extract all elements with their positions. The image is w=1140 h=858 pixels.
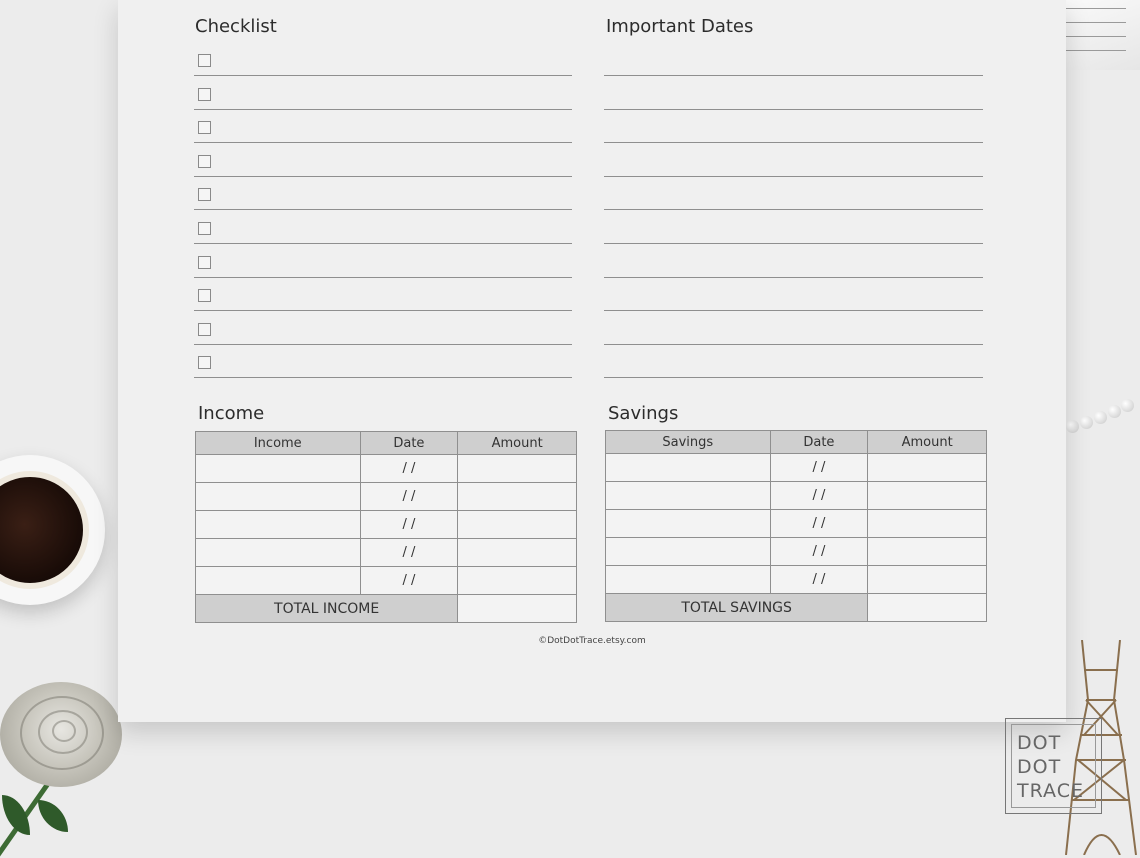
- savings-amount-cell[interactable]: [868, 482, 987, 510]
- checklist-line[interactable]: [194, 344, 572, 345]
- checklist-title: Checklist: [195, 16, 277, 37]
- savings-date-cell[interactable]: / /: [770, 454, 868, 482]
- important-date-line[interactable]: [604, 344, 983, 345]
- logo-line: DOT: [1017, 756, 1062, 778]
- savings-name-cell[interactable]: [606, 454, 771, 482]
- table-row: [606, 454, 987, 482]
- income-amount-cell[interactable]: [458, 567, 577, 595]
- checklist-line[interactable]: [194, 209, 572, 210]
- coffee-cup-decoration: [0, 455, 105, 605]
- total-savings-value[interactable]: [868, 594, 987, 622]
- income-name-cell[interactable]: [196, 511, 361, 539]
- table-row: [196, 567, 577, 595]
- savings-header-amount: Amount: [868, 431, 987, 454]
- checklist-checkbox[interactable]: [198, 222, 211, 235]
- savings-date-cell[interactable]: / /: [770, 482, 868, 510]
- table-row: [606, 510, 987, 538]
- income-name-cell[interactable]: [196, 483, 361, 511]
- income-name-cell[interactable]: [196, 567, 361, 595]
- table-row: [606, 566, 987, 594]
- income-table: [195, 431, 577, 623]
- important-date-line[interactable]: [604, 176, 983, 177]
- income-date-cell[interactable]: / /: [360, 483, 458, 511]
- table-row: [606, 482, 987, 510]
- savings-name-cell[interactable]: [606, 482, 771, 510]
- checklist-checkbox[interactable]: [198, 323, 211, 336]
- important-date-line[interactable]: [604, 75, 983, 76]
- footer-credit: ©DotDotTrace.etsy.com: [538, 636, 646, 646]
- income-name-cell[interactable]: [196, 539, 361, 567]
- total-savings-label: TOTAL SAVINGS: [606, 594, 868, 622]
- table-row: [606, 538, 987, 566]
- checklist-checkbox[interactable]: [198, 155, 211, 168]
- important-date-line[interactable]: [604, 209, 983, 210]
- checklist-checkbox[interactable]: [198, 188, 211, 201]
- checklist-line[interactable]: [194, 109, 572, 110]
- logo-line: TRACE: [1017, 780, 1084, 802]
- savings-amount-cell[interactable]: [868, 454, 987, 482]
- income-header-date: Date: [360, 432, 458, 455]
- savings-name-cell[interactable]: [606, 510, 771, 538]
- checklist-checkbox[interactable]: [198, 88, 211, 101]
- rose-leaf: [38, 800, 68, 832]
- income-name-cell[interactable]: [196, 455, 361, 483]
- income-amount-cell[interactable]: [458, 483, 577, 511]
- table-row: [196, 483, 577, 511]
- savings-header-date: Date: [770, 431, 868, 454]
- savings-title: Savings: [608, 403, 679, 424]
- income-date-cell[interactable]: / /: [360, 511, 458, 539]
- income-total-row: [196, 595, 577, 623]
- savings-amount-cell[interactable]: [868, 538, 987, 566]
- total-income-label: TOTAL INCOME: [196, 595, 458, 623]
- income-amount-cell[interactable]: [458, 511, 577, 539]
- savings-name-cell[interactable]: [606, 566, 771, 594]
- checklist-line[interactable]: [194, 142, 572, 143]
- important-date-line[interactable]: [604, 142, 983, 143]
- checklist-line[interactable]: [194, 176, 572, 177]
- checklist-checkbox[interactable]: [198, 121, 211, 134]
- checklist-line[interactable]: [194, 75, 572, 76]
- income-date-cell[interactable]: / /: [360, 539, 458, 567]
- important-date-line[interactable]: [604, 109, 983, 110]
- income-amount-cell[interactable]: [458, 455, 577, 483]
- planner-page: [118, 0, 1066, 722]
- savings-date-cell[interactable]: / /: [770, 566, 868, 594]
- income-header-name: Income: [196, 432, 361, 455]
- pearl-necklace-decoration: [1060, 390, 1140, 440]
- important-date-line[interactable]: [604, 310, 983, 311]
- checklist-line[interactable]: [194, 277, 572, 278]
- important-date-line[interactable]: [604, 377, 983, 378]
- total-income-value[interactable]: [458, 595, 577, 623]
- checklist-checkbox[interactable]: [198, 356, 211, 369]
- table-row: [196, 455, 577, 483]
- important-date-line[interactable]: [604, 277, 983, 278]
- savings-table: [605, 430, 987, 622]
- ruler-decoration: [1060, 0, 1140, 70]
- income-amount-cell[interactable]: [458, 539, 577, 567]
- savings-name-cell[interactable]: [606, 538, 771, 566]
- checklist-checkbox[interactable]: [198, 54, 211, 67]
- checklist-line[interactable]: [194, 243, 572, 244]
- savings-date-cell[interactable]: / /: [770, 538, 868, 566]
- important-date-line[interactable]: [604, 243, 983, 244]
- checklist-line[interactable]: [194, 310, 572, 311]
- income-title: Income: [198, 403, 265, 424]
- income-date-cell[interactable]: / /: [360, 567, 458, 595]
- rose-decoration: [0, 682, 122, 787]
- savings-amount-cell[interactable]: [868, 566, 987, 594]
- income-header-amount: Amount: [458, 432, 577, 455]
- important-dates-title: Important Dates: [606, 16, 754, 37]
- checklist-checkbox[interactable]: [198, 256, 211, 269]
- logo-line: DOT: [1017, 732, 1062, 754]
- rose-leaf: [2, 795, 30, 835]
- income-date-cell[interactable]: / /: [360, 455, 458, 483]
- table-row: [196, 511, 577, 539]
- savings-header-name: Savings: [606, 431, 771, 454]
- table-row: [196, 539, 577, 567]
- dotdottrace-logo: [1005, 718, 1102, 814]
- savings-date-cell[interactable]: / /: [770, 510, 868, 538]
- checklist-checkbox[interactable]: [198, 289, 211, 302]
- savings-amount-cell[interactable]: [868, 510, 987, 538]
- checklist-line[interactable]: [194, 377, 572, 378]
- savings-total-row: [606, 594, 987, 622]
